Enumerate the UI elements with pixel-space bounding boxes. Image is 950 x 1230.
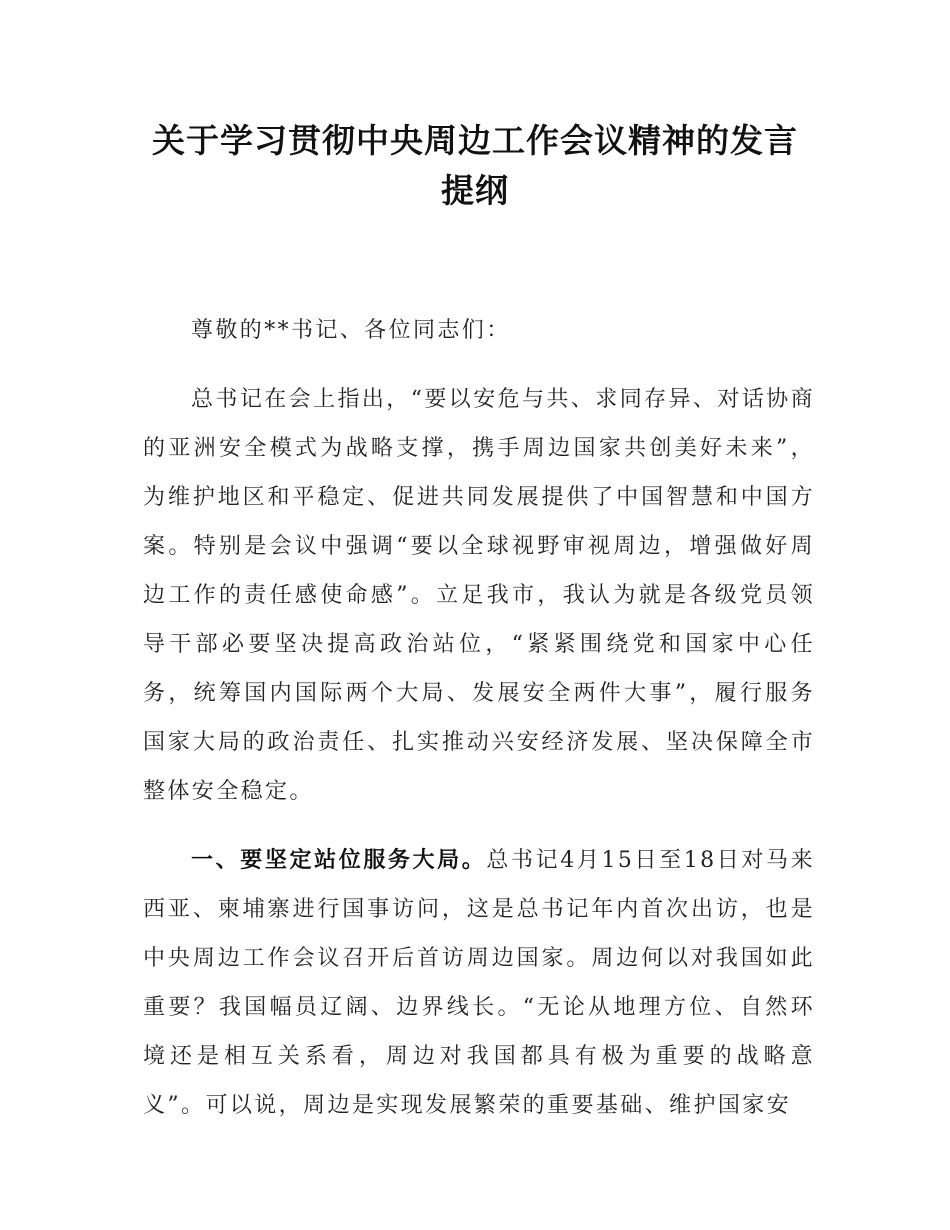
section-1-text: 总书记4月15日至18日对马来西亚、柬埔寨进行国事访问，这是总书记年内首次出访，也是中央周边工作会议召开后首访周边国家。周边何以对我国如此重要？我国幅员辽阔、边界线长。“无论从地理方位、自然环境还是相互关系看，周边对我国都具有极为重要的战略意义”。可以说，周边是实现发展繁荣的重要基础、维护国家安 <box>143 848 815 1118</box>
section-1-heading: 一、要坚定站位服务大局。 <box>191 847 487 873</box>
title-line-2: 提纲 <box>441 171 509 210</box>
salutation: 尊敬的**书记、各位同志们： <box>191 318 511 343</box>
paragraph-intro: 总书记在会上指出，“要以安危与共、求同存异、对话协商的亚洲安全模式为战略支撑，携手周边国家共创美好未来”，为维护地区和平稳定、促进共同发展提供了中国智慧和中国方案。特别是会议中强调“要以全球视野审视周边，增强做好周边工作的责任感使命感”。立足我市，我认为就是各级党员领导干部必要坚决提高政治站位，“紧紧围绕党和国家中心任务，统筹国内国际两个大局、发展安全两件大事”，履行服务国家大局的政治责任、扎实推动兴安经济发展、坚决保障全市整体安全稳定。 <box>143 387 815 804</box>
title-line-1: 关于学习贯彻中央周边工作会议精神的发言 <box>152 121 798 160</box>
document-title <box>100 116 850 216</box>
document-body <box>143 306 815 1150</box>
section-1-paragraph <box>143 836 815 1130</box>
